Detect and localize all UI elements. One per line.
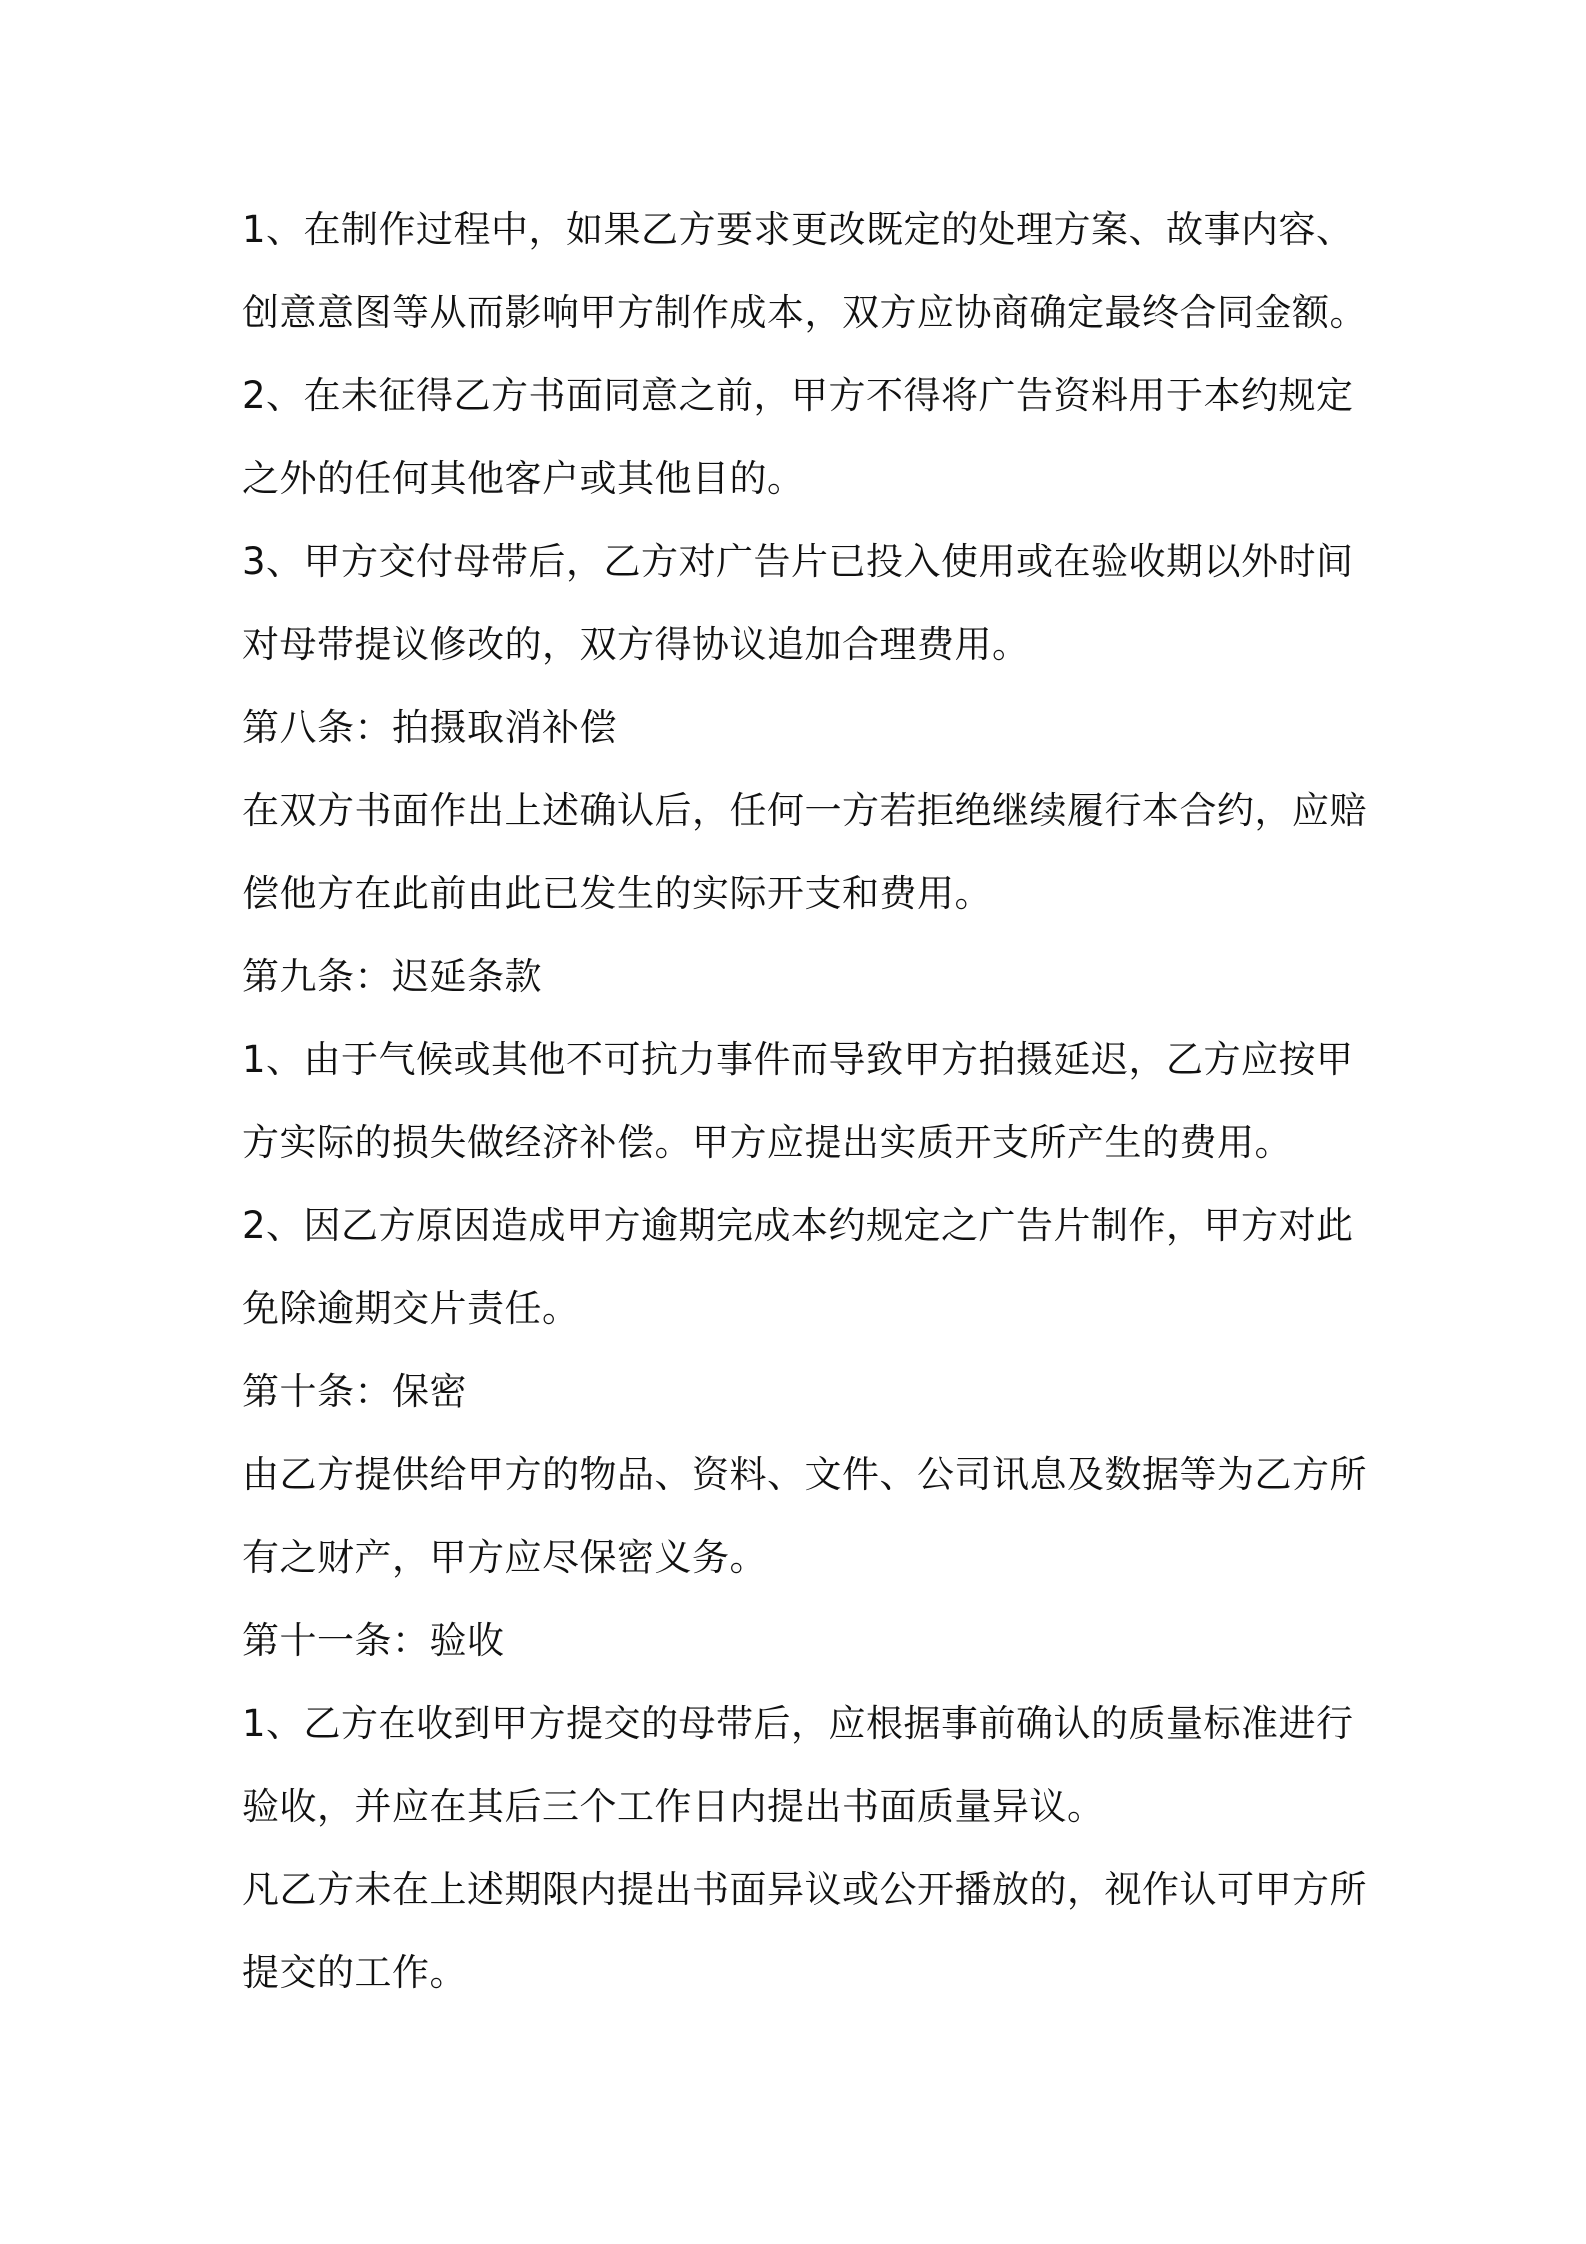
paragraph-line: 在双方书面作出上述确认后，任何一方若拒绝继续履行本合约，应赔 bbox=[242, 789, 1367, 832]
paragraph-line: 2、因乙方原因造成甲方逾期完成本约规定之广告片制作，甲方对此 bbox=[242, 1204, 1354, 1247]
paragraph-line: 对母带提议修改的，双方得协议追加合理费用。 bbox=[242, 623, 1030, 666]
document-body bbox=[242, 198, 1367, 2024]
section-heading-article-10: 第十条：保密 bbox=[242, 1370, 467, 1413]
paragraph-line: 1、由于气候或其他不可抗力事件而导致甲方拍摄延迟，乙方应按甲 bbox=[242, 1038, 1354, 1081]
paragraph-line: 验收，并应在其后三个工作日内提出书面质量异议。 bbox=[242, 1785, 1105, 1828]
section-heading-article-8: 第八条：拍摄取消补偿 bbox=[242, 706, 617, 749]
section-heading-article-11: 第十一条：验收 bbox=[242, 1619, 505, 1662]
paragraph-line: 由乙方提供给甲方的物品、资料、文件、公司讯息及数据等为乙方所 bbox=[242, 1453, 1367, 1496]
paragraph-line: 有之财产，甲方应尽保密义务。 bbox=[242, 1536, 767, 1579]
paragraph-line: 2、在未征得乙方书面同意之前，甲方不得将广告资料用于本约规定 bbox=[242, 374, 1354, 417]
paragraph-line: 免除逾期交片责任。 bbox=[242, 1287, 580, 1330]
paragraph-line: 凡乙方未在上述期限内提出书面异议或公开播放的，视作认可甲方所 bbox=[242, 1868, 1367, 1911]
paragraph-line: 创意意图等从而影响甲方制作成本，双方应协商确定最终合同金额。 bbox=[242, 291, 1367, 334]
paragraph-line: 之外的任何其他客户或其他目的。 bbox=[242, 457, 805, 500]
paragraph-line: 1、在制作过程中，如果乙方要求更改既定的处理方案、故事内容、 bbox=[242, 208, 1354, 251]
paragraph-line: 提交的工作。 bbox=[242, 1951, 467, 1994]
paragraph-line: 偿他方在此前由此已发生的实际开支和费用。 bbox=[242, 872, 992, 915]
paragraph-line: 3、甲方交付母带后，乙方对广告片已投入使用或在验收期以外时间 bbox=[242, 540, 1354, 583]
paragraph-line: 1、乙方在收到甲方提交的母带后，应根据事前确认的质量标准进行 bbox=[242, 1702, 1354, 1745]
paragraph-line: 方实际的损失做经济补偿。甲方应提出实质开支所产生的费用。 bbox=[242, 1121, 1292, 1164]
section-heading-article-9: 第九条：迟延条款 bbox=[242, 955, 542, 998]
